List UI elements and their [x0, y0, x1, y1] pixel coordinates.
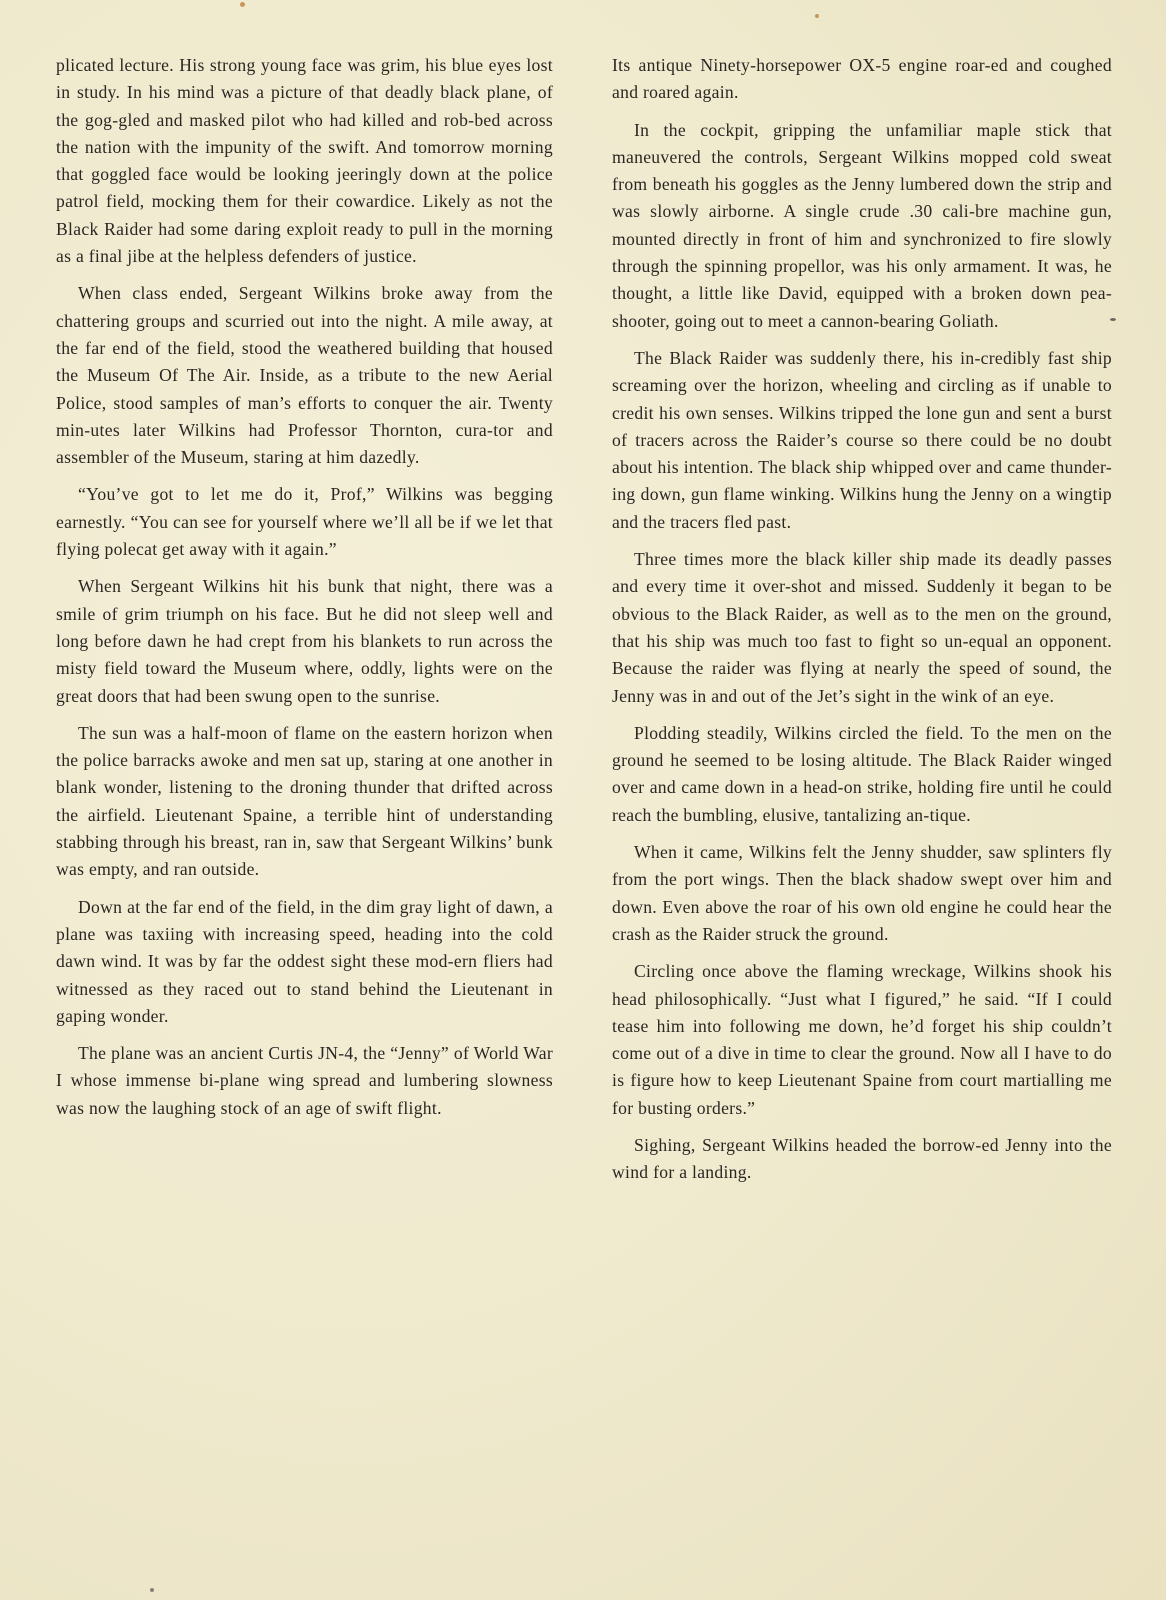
ink-speck: [240, 2, 245, 7]
story-paragraph: Down at the far end of the field, in the dim gray light of dawn, a plane was taxiing with increasing speed, heading into the cold dawn wind. It was by far the oddest sight these mod-ern fliers had witnessed as they raced out to stand behind the Lieutenant in gaping wonder.: [56, 896, 553, 1026]
left-column: [56, 52, 553, 1132]
story-paragraph: When Sergeant Wilkins hit his bunk that night, there was a smile of grim triumph on his face. But he did not sleep well and long before dawn he had crept from his blankets to run across the misty field toward the Museum where, oddly, lights were on the great doors that had been swung open to the sunrise.: [56, 576, 553, 706]
story-paragraph: Plodding steadily, Wilkins circled the field. To the men on the ground he seemed to be losing altitude. The Black Raider winged over and came down in a head-on strike, holding fire until he could reach the bumbling, elusive, tantalizing an-tique.: [612, 722, 1112, 825]
ink-speck: [815, 14, 819, 18]
story-paragraph: Circling once above the flaming wreckage, Wilkins shook his head philosophically. “Just what I figured,” he said. “If I could tease him into following me down, he’d forget his ship couldn’t come out of a dive in time to clear the ground. Now all I have to do is figure how to keep Lieutenant Spaine from court martialling me for busting orders.”: [612, 961, 1112, 1118]
story-paragraph: Its antique Ninety-horsepower OX-5 engine roar-ed and coughed and roared again.: [612, 55, 1112, 103]
right-column: [612, 52, 1112, 1197]
story-paragraph: plicated lecture. His strong young face was grim, his blue eyes lost in study. In his mind was a picture of that deadly black plane, of the gog-gled and masked pilot who had killed and rob-bed across the nation with the impunity of the swift. And tomorrow morning that goggled face would be looking jeeringly down at the police patrol field, mocking them for their cowardice. Likely as not the Black Raider had some daring exploit ready to pull in the morning as a final jibe at the helpless defenders of justice.: [56, 55, 553, 267]
story-paragraph: When it came, Wilkins felt the Jenny shudder, saw splinters fly from the port wings. Then the black shadow swept over him and down. Even above the roar of his own old engine he could hear the crash as the Raider struck the ground.: [612, 842, 1112, 944]
story-paragraph: The Black Raider was suddenly there, his in-credibly fast ship screaming over the horizon, wheeling and circling as if unable to credit his own senses. Wilkins tripped the lone gun and sent a burst of tracers across the Raider’s course so there could be no doubt about his intention. The black ship whipped over and came thunder-ing down, gun flame winking. Wilkins hung the Jenny on a wingtip and the tracers fled past.: [612, 347, 1112, 532]
ink-speck: [150, 1588, 154, 1592]
story-paragraph: In the cockpit, gripping the unfamiliar maple stick that maneuvered the controls, Sergeant Wilkins mopped cold sweat from beneath his goggles as the Jenny lumbered down the strip and was slowly airborne. A single crude .30 cali-bre machine gun, mounted directly in front of him and synchronized to fire slowly through the spinning propellor, was his only armament. It was, he thought, a little like David, equipped with a broken down pea-shooter, going out to meet a cannon-bearing Goliath.: [612, 119, 1112, 331]
story-paragraph: Three times more the black killer ship made its deadly passes and every time it over-shot and missed. Suddenly it began to be obvious to the Black Raider, as well as to the men on the ground, that his ship was much too fast to fight so un-equal an opponent. Because the raider was flying at nearly the speed of sound, the Jenny was in and out of the Jet’s sight in the wink of an eye.: [612, 549, 1112, 706]
story-paragraph: When class ended, Sergeant Wilkins broke away from the chattering groups and scurried out into the night. A mile away, at the far end of the field, stood the weathered building that housed the Museum Of The Air. Inside, as a tribute to the new Aerial Police, stood samples of man’s efforts to conquer the air. Twenty min-utes later Wilkins had Professor Thornton, cura-tor and assembler of the Museum, staring at him dazedly.: [56, 283, 553, 468]
story-paragraph: The plane was an ancient Curtis JN-4, the “Jenny” of World War I whose immense bi-plane wing spread and lumbering slowness was now the laughing stock of an age of swift flight.: [56, 1043, 553, 1118]
story-paragraph: Sighing, Sergeant Wilkins headed the borrow-ed Jenny into the wind for a landing.: [612, 1134, 1112, 1183]
story-paragraph: “You’ve got to let me do it, Prof,” Wilkins was begging earnestly. “You can see for yourself where we’ll all be if we let that flying polecat get away with it again.”: [56, 484, 553, 560]
story-paragraph: The sun was a half-moon of flame on the eastern horizon when the police barracks awoke and men sat up, staring at one another in blank wonder, listening to the droning thunder that drifted across the airfield. Lieutenant Spaine, a terrible hint of understanding stabbing through his breast, ran in, saw that Sergeant Wilkins’ bunk was empty, and ran outside.: [56, 722, 553, 880]
